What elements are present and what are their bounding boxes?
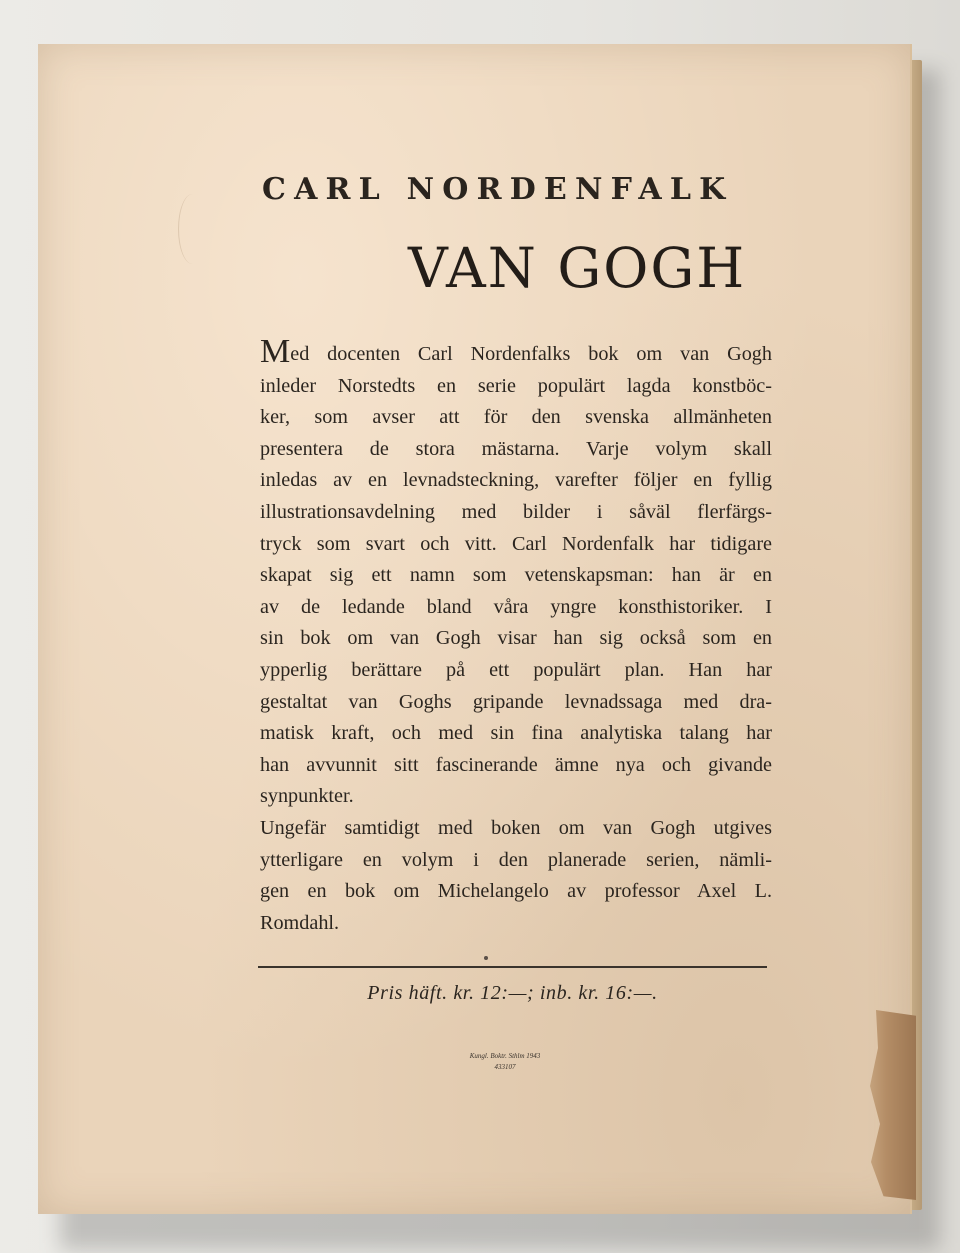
blurb-line: inledas av en levnadsteckning, varefter följer en fyllig: [260, 469, 772, 492]
print-number: 433107: [494, 1063, 516, 1071]
blurb-line: ypperlig berättare på ett populärt plan. Han har: [260, 658, 772, 681]
blurb-line: presentera de stora mästarna. Varje volym skall: [260, 437, 772, 460]
blurb-line: Romdahl.: [260, 911, 340, 934]
blurb-line: illustrationsavdelning med bilder i såväl flerfärgs-: [260, 500, 772, 523]
printer-name: Kungl. Boktr. Sthlm 1943: [469, 1052, 541, 1060]
blurb-line: Ungefär samtidigt med boken om van Gogh utgives: [260, 816, 772, 839]
drop-cap: M: [260, 339, 291, 370]
blurb-line: sin bok om van Gogh visar han sig också som en: [260, 627, 772, 650]
blurb-line: av de ledande bland våra yngre konsthistoriker. I: [260, 595, 772, 618]
blurb-line: synpunkter.: [260, 785, 354, 808]
blurb-line: gen en bok om Michelangelo av professor Axel L.: [260, 880, 772, 903]
ornament-dot: [484, 956, 488, 960]
blurb-line: ker, som avser att för den svenska allmänheten: [260, 406, 772, 429]
blurb-text: [260, 339, 772, 939]
author-name: CARL NORDENFALK: [262, 172, 734, 207]
blurb-line: Med docenten Carl Nordenfalks bok om van Gogh: [260, 339, 772, 371]
blurb-line: han avvunnit sitt fascinerande ämne nya och givande: [260, 753, 772, 776]
blurb-line: inleder Norstedts en serie populärt lagda konstböc-: [260, 374, 772, 397]
price-line: Pris häft. kr. 12:—; inb. kr. 16:—.: [367, 982, 658, 1004]
blurb-line: gestaltat van Goghs gripande levnadssaga med dra-: [260, 690, 772, 713]
paper-stain: [178, 194, 207, 264]
printer-imprint: [440, 1051, 570, 1073]
blurb-line: skapat sig ett namn som vetenskapsman: han är en: [260, 564, 772, 587]
divider-rule: [258, 966, 767, 968]
blurb-line: ytterligare en volym i den planerade serien, nämli-: [260, 848, 772, 871]
blurb-line: tryck som svart och vitt. Carl Nordenfalk har tidigare: [260, 532, 772, 555]
book-title: VAN GOGH: [408, 236, 747, 300]
blurb-line: matisk kraft, och med sin fina analytiska talang har: [260, 722, 772, 745]
